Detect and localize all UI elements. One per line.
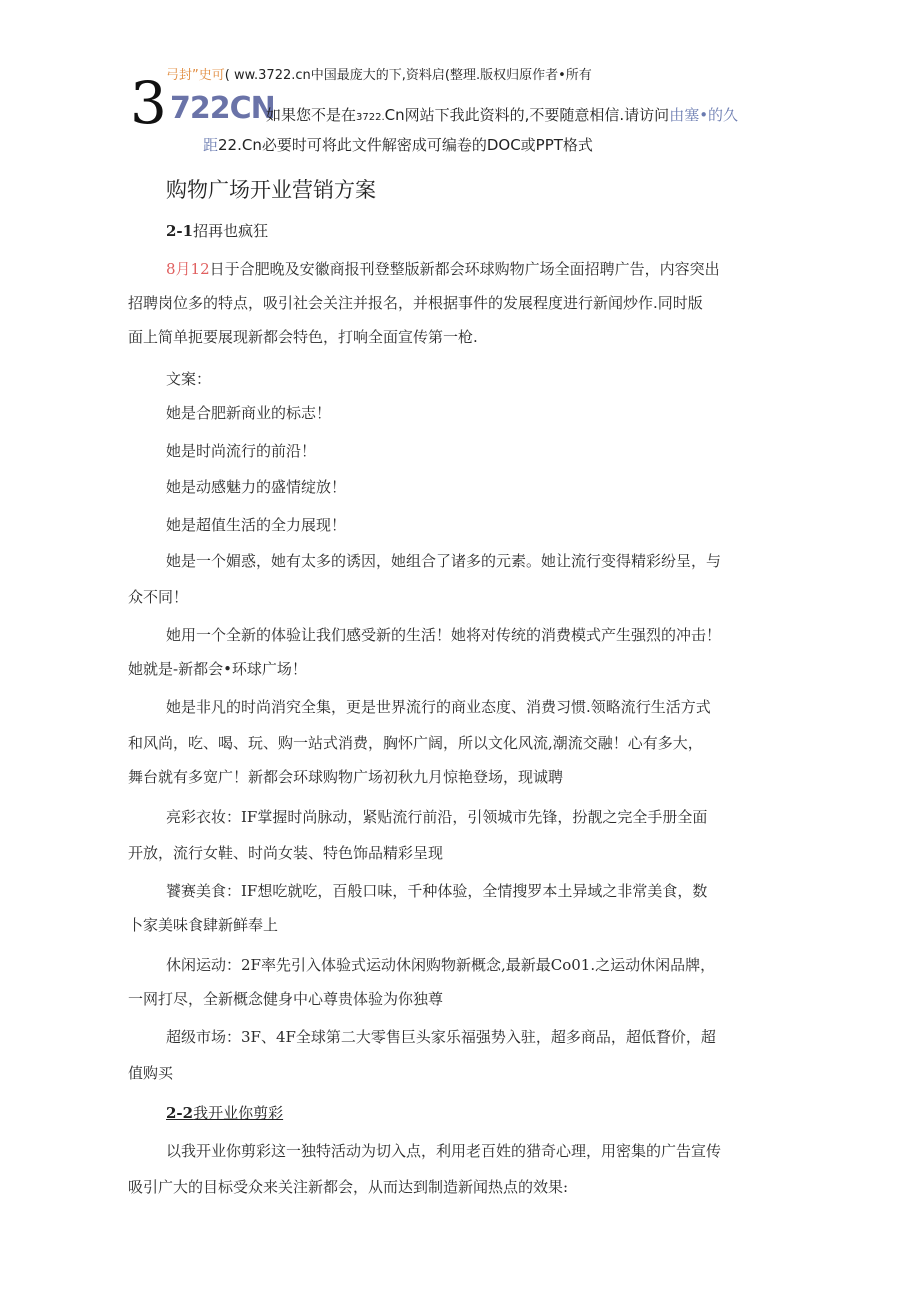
- para8-line2: 值购买: [128, 1064, 174, 1082]
- slogan-1: 她是合肥新商业的标志！: [166, 404, 332, 422]
- header-notice-rest: ( ww.3722.cn中国最庞大的下,资料启(整理.版权归原作者•所有: [224, 68, 592, 83]
- slogan-2: 她是时尚流行的前沿！: [166, 442, 317, 460]
- header-notice-line1: [166, 64, 592, 83]
- date-highlight: 8月12: [166, 260, 210, 278]
- para5-line2: 开放，流行女鞋、时尚女装、特色饰品精彩呈现: [128, 844, 444, 862]
- header-notice-orange: 弓封”史可: [166, 68, 225, 83]
- para7-line2: 一网打尽，全新概念健身中心尊贵体验为你独尊: [128, 990, 444, 1008]
- para3-line1: 她用一个全新的体验让我们感受新的生活！她将对传统的消费模式产生强烈的冲击！: [166, 626, 722, 644]
- section-title: 招再也疯狂: [193, 222, 269, 240]
- para1-line1: 8月12日于合肥晚及安徽商报刊登整版新都会环球购物广场全面招聘广告，内容突出: [166, 260, 720, 278]
- page-title: 购物广场开业营销方案: [166, 178, 376, 202]
- para8-line1: 超级市场：3F、4F全球第二大零售巨头家乐福强势入驻，超多商品，超低瞀价，超: [166, 1028, 716, 1046]
- logo-number: 3: [130, 69, 167, 137]
- para6-line2: 卜家美味食肆新鲜奉上: [128, 916, 279, 934]
- section-number: 2-1: [166, 222, 194, 240]
- para6-line1: 饕赛美食：IF想吃就吃，百般口味，千种体验，全情搜罗本土异域之非常美食，数: [166, 882, 708, 900]
- slogan-4: 她是超值生活的全力展现！: [166, 516, 347, 534]
- section-heading-2-1: [166, 220, 268, 241]
- para1-line2: 招聘岗位多的特点，吸引社会关注并报名，并根据事件的发展程度进行新闻炒作.同时版: [128, 294, 703, 312]
- header-link[interactable]: 由塞•的久: [669, 106, 739, 124]
- section-number: 2-2: [166, 1104, 194, 1122]
- para4-line3: 舞台就有多宽广！新都会环球购物广场初秋九月惊艳登场，现诚聘: [128, 768, 564, 786]
- header-notice-line3: 距22.Cn必要时可将此文件解密成可编卷的DOC或PPT格式: [203, 136, 593, 154]
- slogan-3: 她是动感魅力的盛情绽放！: [166, 478, 347, 496]
- wenan-label: 文案：: [166, 370, 212, 388]
- para9-line1: 以我开业你剪彩这一独特活动为切入点，利用老百姓的猎奇心理，用密集的广告宣传: [166, 1142, 722, 1160]
- para2-line1: 她是一个媚惑，她有太多的诱因，她组合了诸多的元素。她让流行变得精彩纷呈，与: [166, 552, 722, 570]
- para9-line2: 吸引广大的目标受众来关注新都会，从而达到制造新闻热点的效果:: [128, 1178, 569, 1196]
- para5-line1: 亮彩衣妆：IF掌握时尚脉动，紧贴流行前沿，引领城市先锋，扮靓之完全手册全面: [166, 808, 708, 826]
- para7-line1: 休闲运动：2F率先引入体验式运动休闲购物新概念,最新最Co01.之运动休闲品牌，: [166, 956, 716, 974]
- para3-line2: 她就是-新都会•环球广场！: [128, 660, 307, 678]
- section-heading-2-2: [166, 1102, 283, 1123]
- para2-line2: 众不同！: [128, 588, 189, 606]
- para1-line3: 面上简单扼要展现新都会特色，打响全面宣传第一枪.: [128, 328, 478, 346]
- header-notice-line2: 如果您不是在3722.Cn网站下我此资料的,不要随意相信.请访问由塞•的久: [266, 106, 739, 124]
- para4-line2: 和风尚，吃、喝、玩、购一站式消费，胸怀广阔，所以文化风流,潮流交融！心有多大，: [128, 734, 703, 752]
- logo-text: 722CN: [170, 91, 275, 126]
- para4-line1: 她是非凡的时尚消究全集，更是世界流行的商业态度、消费习惯.领略流行生活方式: [166, 698, 711, 716]
- section-title: 我开业你剪彩: [193, 1104, 284, 1122]
